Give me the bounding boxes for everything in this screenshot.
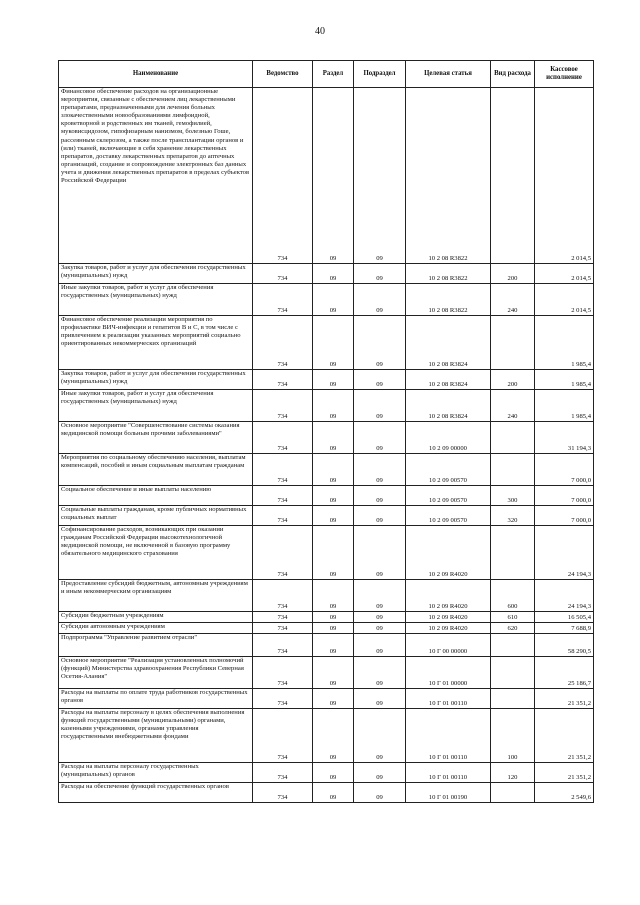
header-section: Раздел (313, 61, 354, 88)
row-section: 09 (313, 370, 354, 390)
row-amount: 21 351,2 (535, 763, 594, 783)
row-section: 09 (313, 709, 354, 763)
row-exptype: 600 (491, 580, 535, 612)
row-dept: 734 (253, 370, 313, 390)
row-amount: 1 985,4 (535, 390, 594, 422)
row-section: 09 (313, 634, 354, 657)
row-target: 10 2 09 00570 (406, 506, 491, 526)
row-name: Финансовое обеспечение расходов на организационные мероприятия, связанные с обеспечением лиц лекарственными препаратами, предназначенными для лечения больных злокачественными новообразованиями лимфоидной, кроветворной и родственных им тканей, гемофилией, муковисцидозом, гипофизарным нанизмом, болезнью Гоше, рассеянным склерозом, а также после трансплантации органов и (или) тканей, включающие в себя хранение лекарственных препаратов, доставку лекарственных препаратов до аптечных организаций, создание и сопровождение электронных баз данных учета и движения лекарственных препаратов в пределах субъектов Российской Федерации (59, 88, 253, 264)
row-name: Расходы на выплаты персоналу в целях обеспечения выполнения функций государственными (муниципальными) органами, казенными учреждениями, органами управления государственными внебюджетными фондами (59, 709, 253, 763)
row-name: Финансовое обеспечение реализации мероприятия по профилактике ВИЧ-инфекции и гепатитов B и C, в том числе с привлечением к реализации указанных мероприятий социально ориентированных некоммерческих организаций (59, 316, 253, 370)
row-amount: 1 985,4 (535, 370, 594, 390)
row-exptype (491, 689, 535, 709)
row-exptype: 200 (491, 264, 535, 284)
row-exptype: 620 (491, 623, 535, 634)
row-section: 09 (313, 763, 354, 783)
row-target: 10 2 09 00570 (406, 454, 491, 486)
row-amount: 7 000,0 (535, 506, 594, 526)
row-target: 10 2 08 R3822 (406, 264, 491, 284)
row-subsection: 09 (354, 88, 406, 264)
row-dept: 734 (253, 88, 313, 264)
row-exptype: 610 (491, 612, 535, 623)
row-target: 10 2 09 R4020 (406, 623, 491, 634)
row-dept: 734 (253, 422, 313, 454)
row-subsection: 09 (354, 316, 406, 370)
row-name: Основное мероприятие "Реализация установленных полномочий (функций) Министерства здравоохранения Республики Северная Осетия-Алания" (59, 657, 253, 689)
row-dept: 734 (253, 284, 313, 316)
row-subsection: 09 (354, 264, 406, 284)
table-row (59, 634, 594, 657)
table-row (59, 783, 594, 803)
row-exptype: 100 (491, 709, 535, 763)
row-dept: 734 (253, 783, 313, 803)
row-section: 09 (313, 486, 354, 506)
row-amount: 24 194,3 (535, 580, 594, 612)
row-target: 10 Г 01 00000 (406, 657, 491, 689)
row-name: Иные закупки товаров, работ и услуг для обеспечения государственных (муниципальных) нужд (59, 390, 253, 422)
row-exptype: 320 (491, 506, 535, 526)
row-dept: 734 (253, 763, 313, 783)
row-exptype: 300 (491, 486, 535, 506)
row-target: 10 2 09 R4020 (406, 526, 491, 580)
row-subsection: 09 (354, 486, 406, 506)
row-subsection: 09 (354, 370, 406, 390)
row-exptype (491, 454, 535, 486)
table-row (59, 88, 594, 264)
row-subsection: 09 (354, 454, 406, 486)
row-target: 10 2 09 00000 (406, 422, 491, 454)
row-target: 10 2 08 R3824 (406, 370, 491, 390)
row-amount: 7 000,0 (535, 486, 594, 506)
row-section: 09 (313, 264, 354, 284)
table-row (59, 657, 594, 689)
row-section: 09 (313, 390, 354, 422)
row-section: 09 (313, 623, 354, 634)
row-exptype (491, 88, 535, 264)
table-header-row (59, 61, 594, 88)
row-section: 09 (313, 526, 354, 580)
row-subsection: 09 (354, 284, 406, 316)
row-dept: 734 (253, 506, 313, 526)
row-section: 09 (313, 284, 354, 316)
table-row (59, 506, 594, 526)
row-subsection: 09 (354, 580, 406, 612)
row-exptype (491, 316, 535, 370)
row-dept: 734 (253, 390, 313, 422)
row-name: Мероприятия по социальному обеспечению населения, выплатам компенсаций, пособий и иным социальным выплатам гражданам (59, 454, 253, 486)
row-dept: 734 (253, 486, 313, 506)
table-row (59, 526, 594, 580)
row-dept: 734 (253, 264, 313, 284)
row-amount: 7 000,0 (535, 454, 594, 486)
row-section: 09 (313, 612, 354, 623)
row-subsection: 09 (354, 689, 406, 709)
row-amount: 21 351,2 (535, 709, 594, 763)
row-dept: 734 (253, 612, 313, 623)
row-target: 10 2 09 00570 (406, 486, 491, 506)
row-amount: 31 194,3 (535, 422, 594, 454)
header-dept: Ведомство (253, 61, 313, 88)
row-subsection: 09 (354, 763, 406, 783)
row-name: Расходы на выплаты персоналу государственных (муниципальных) органов (59, 763, 253, 783)
table-row (59, 580, 594, 612)
row-exptype: 240 (491, 284, 535, 316)
header-name: Наименование (59, 61, 253, 88)
row-subsection: 09 (354, 623, 406, 634)
row-name: Предоставление субсидий бюджетным, автономным учреждениям и иным некоммерческим организациям (59, 580, 253, 612)
row-target: 10 2 09 R4020 (406, 580, 491, 612)
row-target: 10 2 09 R4020 (406, 612, 491, 623)
row-subsection: 09 (354, 526, 406, 580)
row-target: 10 2 08 R3824 (406, 390, 491, 422)
row-subsection: 09 (354, 612, 406, 623)
row-name: Основное мероприятие "Совершенствование системы оказания медицинской помощи больным прочими заболеваниями" (59, 422, 253, 454)
row-target: 10 2 08 R3824 (406, 316, 491, 370)
row-dept: 734 (253, 316, 313, 370)
row-name: Подпрограмма "Управление развитием отрасли" (59, 634, 253, 657)
row-exptype: 200 (491, 370, 535, 390)
row-amount: 7 688,9 (535, 623, 594, 634)
table-row (59, 763, 594, 783)
table-row (59, 390, 594, 422)
row-exptype (491, 422, 535, 454)
table-row (59, 316, 594, 370)
row-amount: 24 194,3 (535, 526, 594, 580)
row-name: Субсидии автономным учреждениям (59, 623, 253, 634)
row-dept: 734 (253, 580, 313, 612)
row-subsection: 09 (354, 709, 406, 763)
row-name: Закупка товаров, работ и услуг для обеспечения государственных (муниципальных) нужд (59, 370, 253, 390)
row-section: 09 (313, 689, 354, 709)
row-amount: 1 985,4 (535, 316, 594, 370)
row-target: 10 Г 01 00110 (406, 763, 491, 783)
row-section: 09 (313, 657, 354, 689)
row-target: 10 Г 01 00110 (406, 689, 491, 709)
row-target: 10 Г 00 00000 (406, 634, 491, 657)
table-row (59, 612, 594, 623)
header-subsection: Подраздел (354, 61, 406, 88)
row-section: 09 (313, 783, 354, 803)
page-number: 40 (315, 26, 325, 37)
row-name: Расходы на выплаты по оплате труда работников государственных органов (59, 689, 253, 709)
row-target: 10 2 08 R3822 (406, 88, 491, 264)
table-row (59, 422, 594, 454)
row-dept: 734 (253, 526, 313, 580)
row-dept: 734 (253, 623, 313, 634)
row-exptype: 120 (491, 763, 535, 783)
row-exptype (491, 526, 535, 580)
row-name: Софинансирование расходов, возникающих при оказании гражданам Российской Федерации высокотехнологичной медицинской помощи, не включенной в базовую программу обязательного медицинского страхования (59, 526, 253, 580)
row-name: Социальное обеспечение и иные выплаты населению (59, 486, 253, 506)
row-amount: 58 290,5 (535, 634, 594, 657)
row-name: Иные закупки товаров, работ и услуг для обеспечения государственных (муниципальных) нужд (59, 284, 253, 316)
row-section: 09 (313, 506, 354, 526)
row-target: 10 Г 01 00190 (406, 783, 491, 803)
row-dept: 734 (253, 454, 313, 486)
table-row (59, 486, 594, 506)
row-amount: 25 186,7 (535, 657, 594, 689)
row-section: 09 (313, 88, 354, 264)
row-target: 10 2 08 R3822 (406, 284, 491, 316)
row-dept: 734 (253, 634, 313, 657)
row-exptype (491, 657, 535, 689)
table-row (59, 689, 594, 709)
row-exptype (491, 634, 535, 657)
row-amount: 2 014,5 (535, 264, 594, 284)
row-subsection: 09 (354, 422, 406, 454)
row-subsection: 09 (354, 390, 406, 422)
row-amount: 2 014,5 (535, 88, 594, 264)
table-row (59, 284, 594, 316)
row-amount: 2 549,6 (535, 783, 594, 803)
row-subsection: 09 (354, 634, 406, 657)
header-target: Целевая статья (406, 61, 491, 88)
row-name: Расходы на обеспечение функций государственных органов (59, 783, 253, 803)
header-exptype: Вид расхода (491, 61, 535, 88)
row-section: 09 (313, 454, 354, 486)
table-row (59, 454, 594, 486)
table-row (59, 623, 594, 634)
table-row (59, 370, 594, 390)
budget-table (58, 60, 594, 803)
row-name: Социальные выплаты гражданам, кроме публичных нормативных социальных выплат (59, 506, 253, 526)
row-dept: 734 (253, 709, 313, 763)
table-row (59, 709, 594, 763)
row-subsection: 09 (354, 506, 406, 526)
row-name: Субсидии бюджетным учреждениям (59, 612, 253, 623)
row-subsection: 09 (354, 657, 406, 689)
row-subsection: 09 (354, 783, 406, 803)
row-exptype: 240 (491, 390, 535, 422)
header-amount: Кассовое исполнение (535, 61, 594, 88)
row-amount: 21 351,2 (535, 689, 594, 709)
table-row (59, 264, 594, 284)
table-body (59, 88, 594, 803)
row-dept: 734 (253, 657, 313, 689)
row-amount: 2 014,5 (535, 284, 594, 316)
row-amount: 16 505,4 (535, 612, 594, 623)
row-name: Закупка товаров, работ и услуг для обеспечения государственных (муниципальных) нужд (59, 264, 253, 284)
row-exptype (491, 783, 535, 803)
row-section: 09 (313, 316, 354, 370)
row-dept: 734 (253, 689, 313, 709)
row-target: 10 Г 01 00110 (406, 709, 491, 763)
row-section: 09 (313, 580, 354, 612)
row-section: 09 (313, 422, 354, 454)
